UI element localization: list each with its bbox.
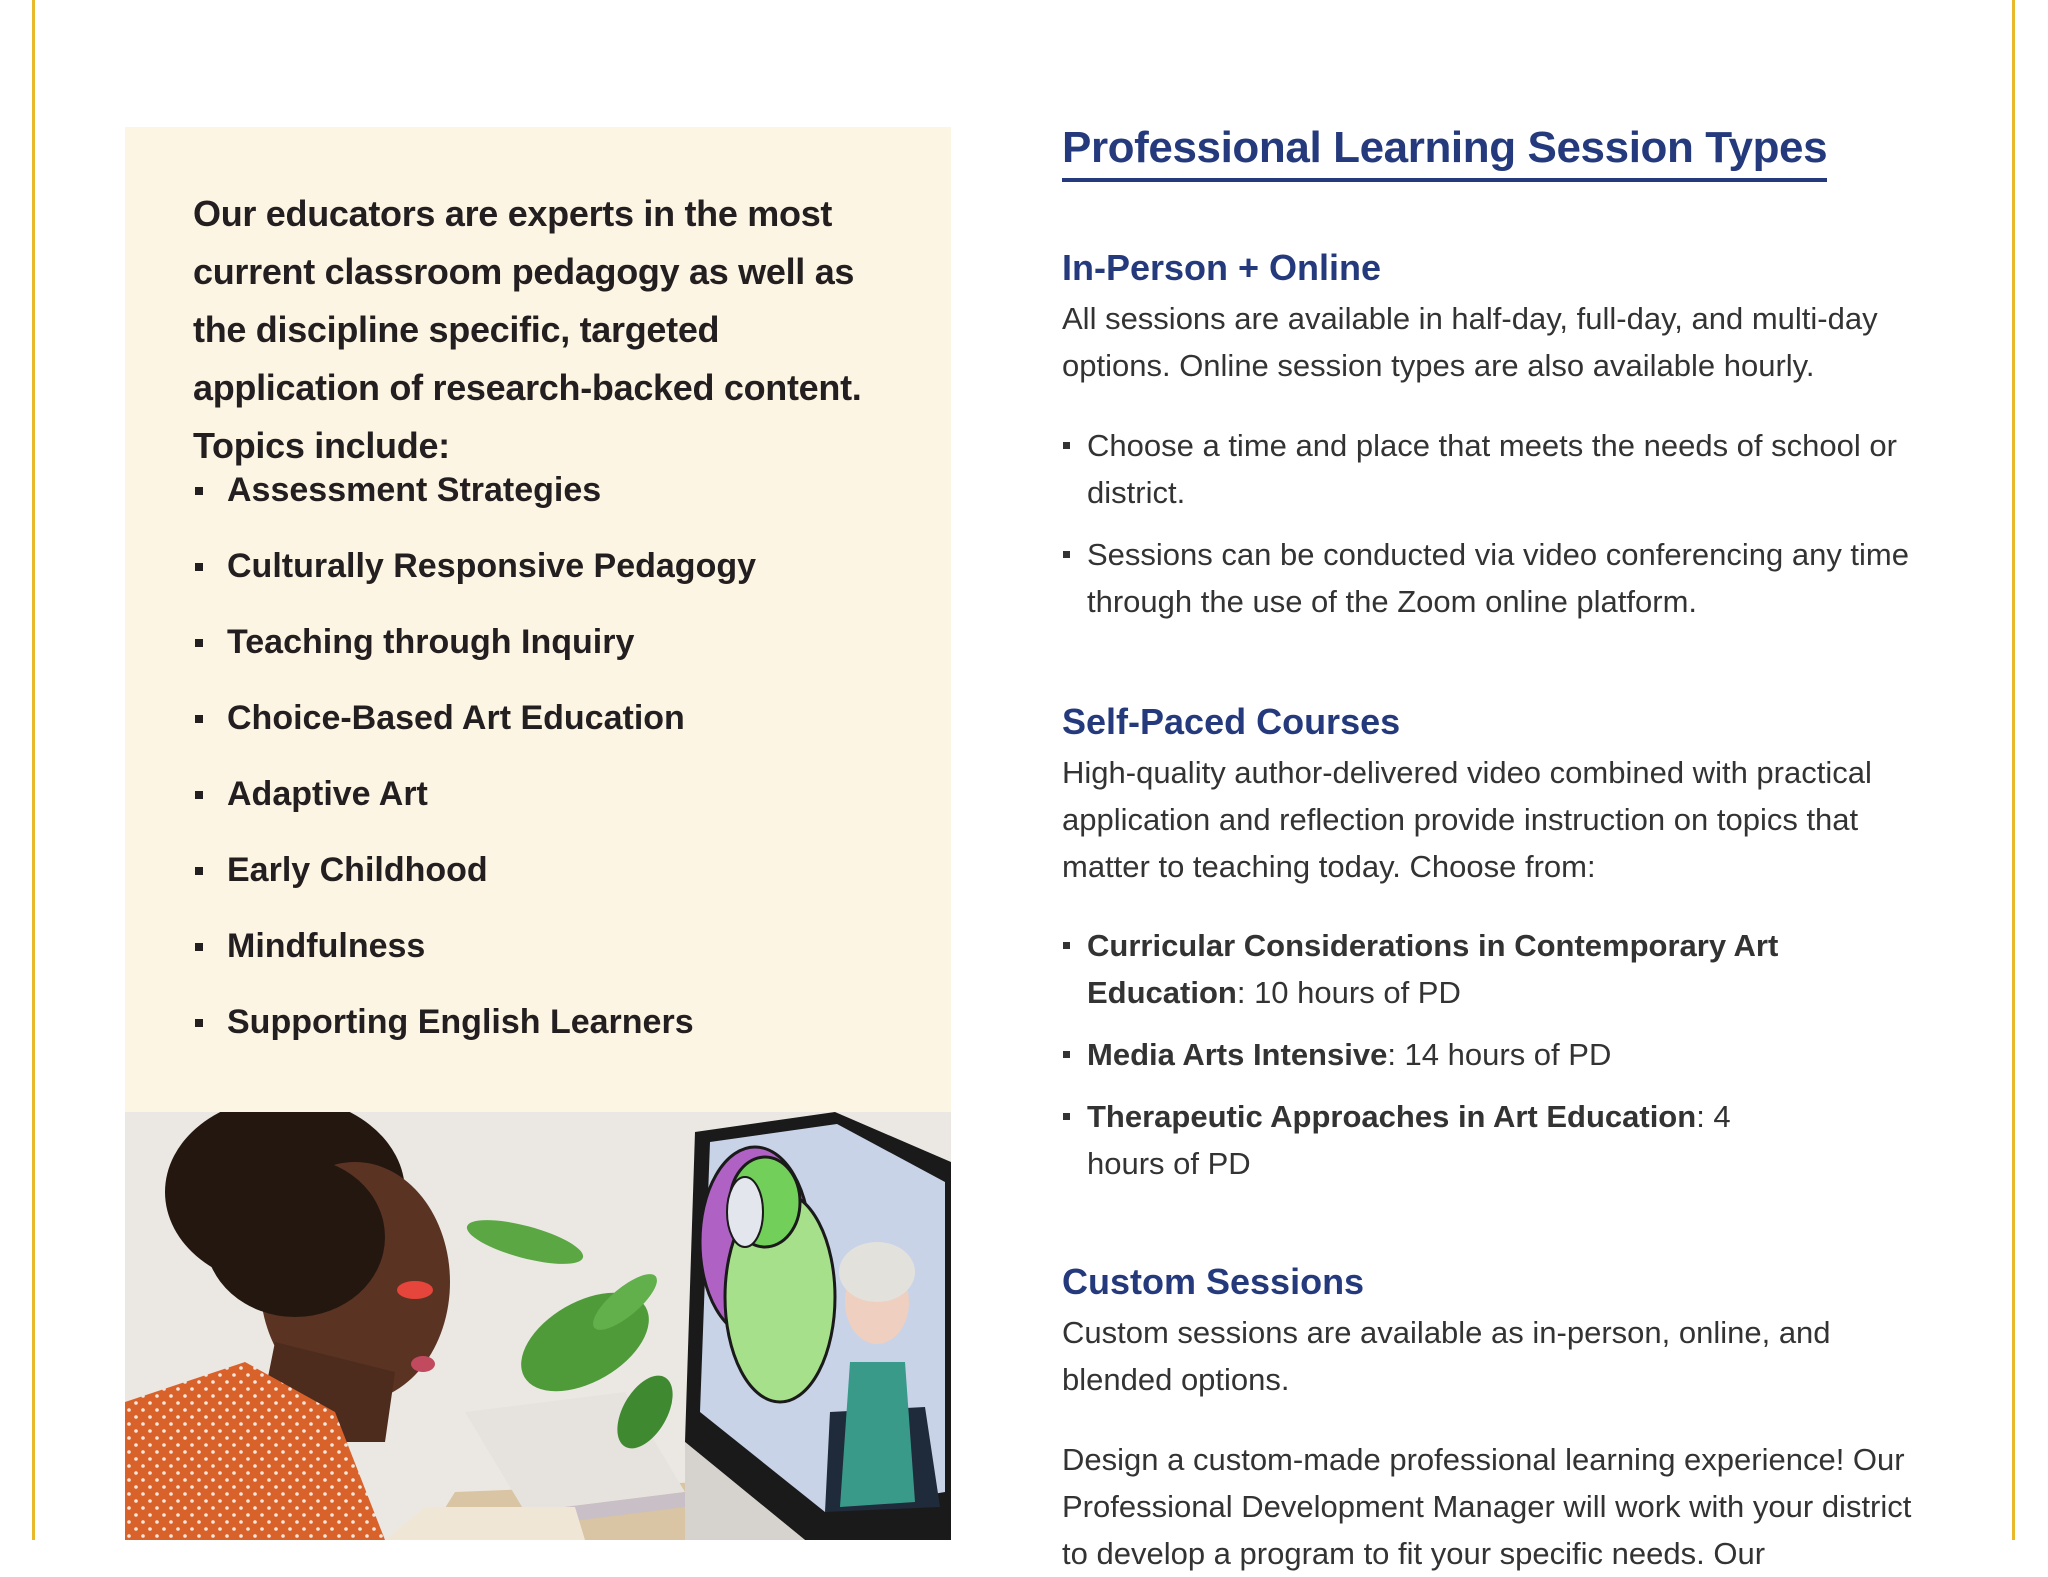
section-body-in-person-online: All sessions are available in half-day, full-day, and multi-day options. Online session types are also available hourly.: [1062, 301, 1878, 383]
course-item: Curricular Considerations in Contemporary Art Education: 10 hours of PD: [1062, 922, 1822, 1016]
topics-list: [193, 452, 756, 1060]
square-bullet-icon: [195, 1019, 203, 1027]
section-heading-self-paced: Self-Paced Courses: [1062, 701, 1401, 742]
topic-item: Mindfulness: [193, 908, 756, 984]
topic-item: Teaching through Inquiry: [193, 604, 756, 680]
square-bullet-icon: [1063, 942, 1070, 949]
page-border-left: [32, 0, 35, 1540]
photo-illustration: [125, 1112, 951, 1540]
square-bullet-icon: [195, 639, 203, 647]
square-bullet-icon: [195, 487, 203, 495]
square-bullet-icon: [195, 791, 203, 799]
square-bullet-icon: [1063, 551, 1070, 558]
educator-online-session-photo: [125, 1112, 951, 1540]
square-bullet-icon: [1063, 442, 1070, 449]
list-item: Sessions can be conducted via video conferencing any time through the use of the Zoom online platform.: [1062, 531, 1942, 625]
section-heading-custom: Custom Sessions: [1062, 1261, 1365, 1302]
square-bullet-icon: [195, 715, 203, 723]
square-bullet-icon: [195, 867, 203, 875]
page-title: Professional Learning Session Types: [1062, 118, 1827, 182]
topic-item: Culturally Responsive Pedagogy: [193, 528, 756, 604]
square-bullet-icon: [1063, 1113, 1070, 1120]
topics-intro: Our educators are experts in the most current classroom pedagogy as well as the discipline specific, targeted application of research-backed content. Topics include:: [193, 193, 862, 466]
topic-item: Adaptive Art: [193, 756, 756, 832]
topic-item: Supporting English Learners: [193, 984, 756, 1060]
course-item: Media Arts Intensive: 14 hours of PD: [1062, 1031, 1822, 1078]
in-person-online-bullets: [1062, 422, 1942, 625]
square-bullet-icon: [195, 943, 203, 951]
topic-item: Early Childhood: [193, 832, 756, 908]
section-body-custom-2: Design a custom-made professional learning experience! Our Professional Development Manager will work with your district to develop a program to fit your specific needs. Our: [1062, 1442, 1912, 1571]
square-bullet-icon: [195, 563, 203, 571]
self-paced-course-list: [1062, 922, 1822, 1187]
topic-item: Assessment Strategies: [193, 452, 756, 528]
page-border-right: [2012, 0, 2015, 1540]
topics-panel: [125, 127, 951, 1112]
course-item: Therapeutic Approaches in Art Education: 4 hours of PD: [1062, 1093, 1747, 1187]
square-bullet-icon: [1063, 1051, 1070, 1058]
section-body-custom: Custom sessions are available as in-person, online, and blended options.: [1062, 1315, 1831, 1397]
section-heading-in-person-online: In-Person + Online: [1062, 247, 1382, 288]
topic-item: Choice-Based Art Education: [193, 680, 756, 756]
section-body-self-paced: High-quality author-delivered video combined with practical application and reflection provide instruction on topics that matter to teaching today. Choose from:: [1062, 755, 1872, 884]
list-item: Choose a time and place that meets the needs of school or district.: [1062, 422, 1942, 516]
